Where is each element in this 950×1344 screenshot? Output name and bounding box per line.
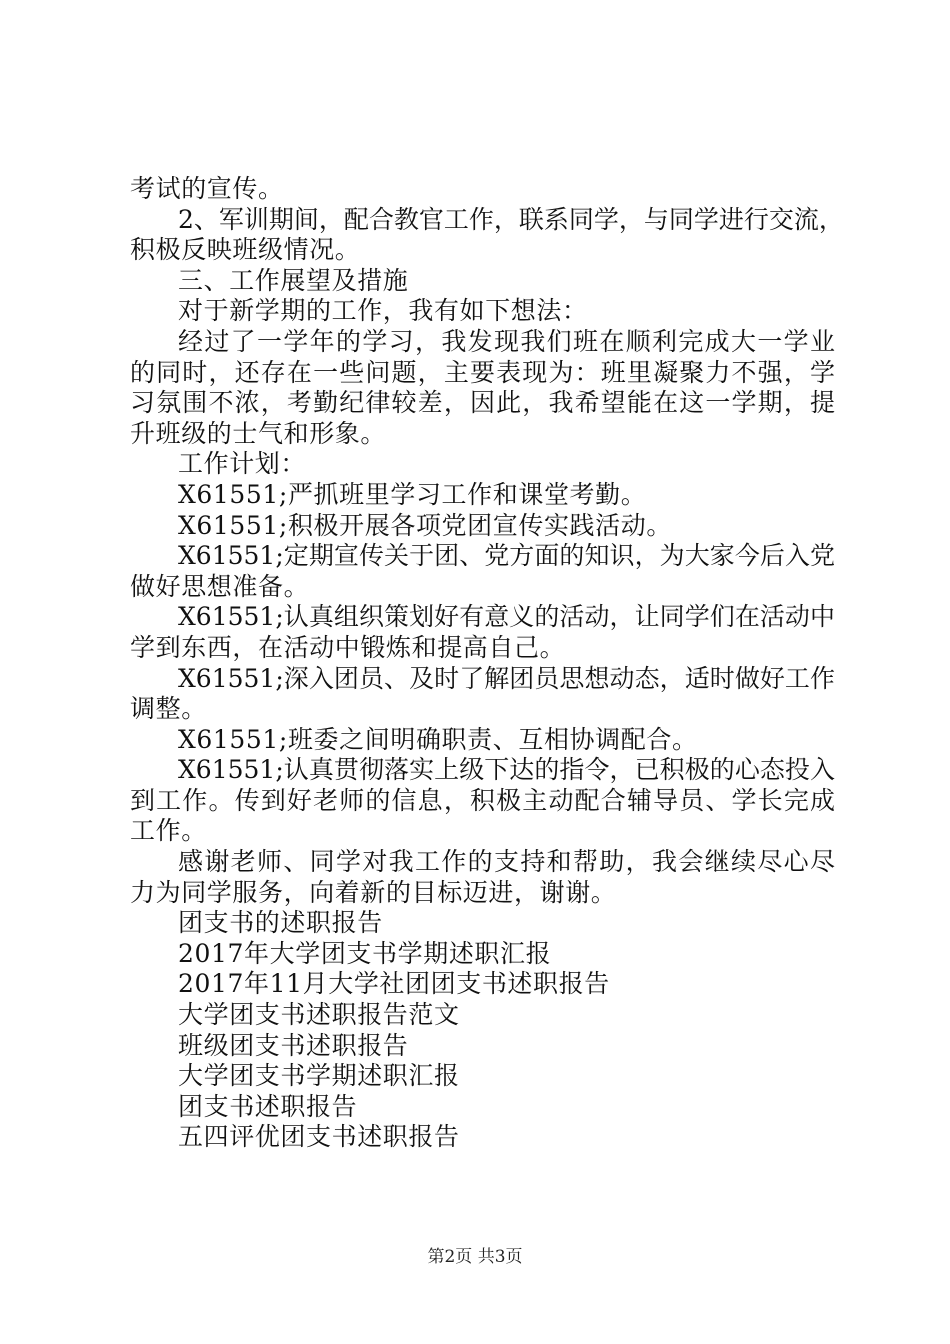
text-line: 工作。 (130, 816, 207, 846)
plan-item: X61551;定期宣传关于团、党方面的知识，为大家今后入党 (178, 541, 835, 571)
page-number-footer: 第2页 共3页 (427, 1247, 523, 1267)
text-line: 力为同学服务，向着新的目标迈进，谢谢。 (130, 877, 617, 907)
plan-item: X61551;认真组织策划好有意义的活动，让同学们在活动中 (178, 602, 835, 632)
related-title: 团支书的述职报告 (178, 908, 383, 938)
text-line: 2、军训期间，配合教官工作，联系同学，与同学进行交流， (178, 204, 844, 234)
related-title: 2017年11月大学社团团支书述职报告 (178, 969, 610, 999)
section-heading: 三、工作展望及措施 (178, 265, 409, 295)
text-line: 调整。 (130, 694, 207, 724)
document-body (130, 174, 844, 1153)
related-title: 2017年大学团支书学期述职汇报 (178, 938, 552, 968)
related-title: 大学团支书学期述职汇报 (178, 1061, 460, 1091)
text-line: 工作计划： (178, 449, 307, 479)
related-title: 大学团支书述职报告范文 (178, 1000, 460, 1030)
text-line: 做好思想准备。 (130, 571, 310, 601)
text-line: 对于新学期的工作，我有如下想法： (178, 296, 588, 326)
related-title: 班级团支书述职报告 (178, 1030, 409, 1060)
plan-item: X61551;深入团员、及时了解团员思想动态，适时做好工作 (178, 663, 835, 693)
plan-item: X61551;严抓班里学习工作和课堂考勤。 (178, 479, 647, 509)
text-line: 学到东西，在活动中锻炼和提高自己。 (130, 632, 566, 662)
plan-item: X61551;积极开展各项党团宣传实践活动。 (178, 510, 672, 540)
text-line: 感谢老师、同学对我工作的支持和帮助，我会继续尽心尽 (178, 847, 835, 877)
plan-item: X61551;班委之间明确职责、互相协调配合。 (178, 724, 698, 754)
text-line: 升班级的士气和形象。 (130, 418, 387, 448)
related-title: 五四评优团支书述职报告 (178, 1122, 460, 1152)
text-line: 的同时，还存在一些问题，主要表现为：班里凝聚力不强，学 (130, 357, 835, 387)
text-line: 积极反映班级情况。 (130, 235, 361, 265)
text-line: 经过了一学年的学习，我发现我们班在顺利完成大一学业 (178, 326, 835, 356)
text-line: 考试的宣传。 (130, 174, 284, 203)
text-line: 习氛围不浓，考勤纪律较差，因此，我希望能在这一学期，提 (130, 388, 835, 418)
plan-item: X61551;认真贯彻落实上级下达的指令，已积极的心态投入 (178, 755, 835, 785)
text-line: 到工作。传到好老师的信息，积极主动配合辅导员、学长完成 (130, 785, 835, 815)
related-title: 团支书述职报告 (178, 1091, 358, 1121)
